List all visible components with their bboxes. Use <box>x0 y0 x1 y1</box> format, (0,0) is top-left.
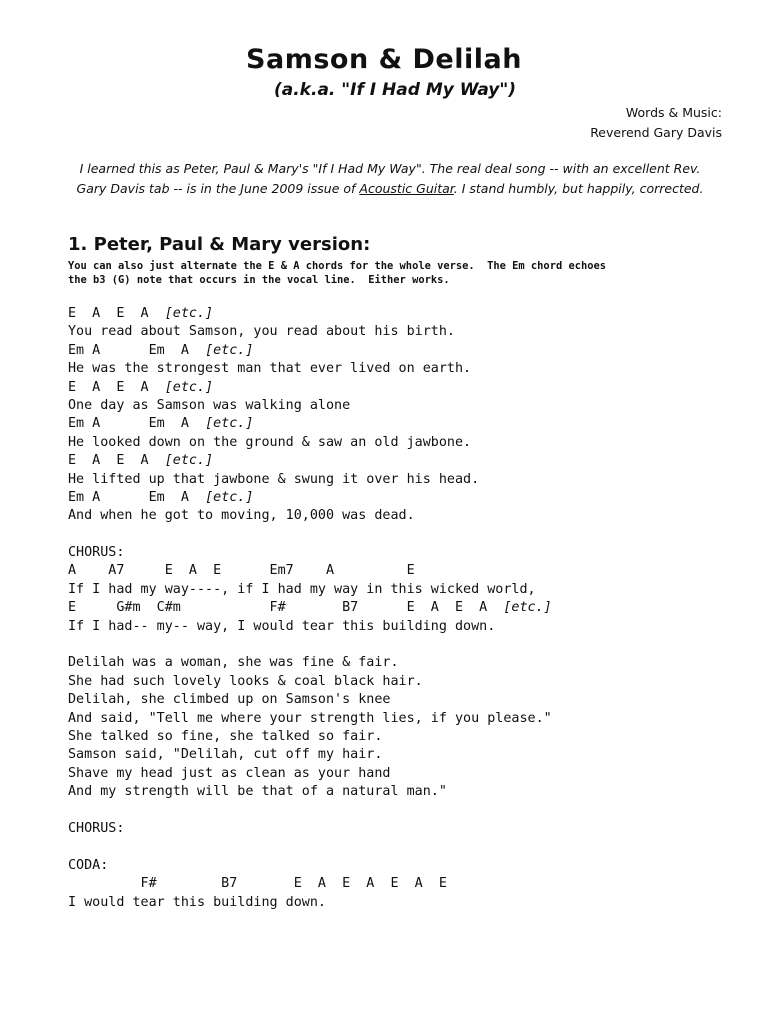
section-note-line: You can also just alternate the E & A chords for the whole verse. The Em chord echoes <box>68 260 606 272</box>
sheet-line <box>68 894 552 912</box>
credits-label: Words & Music: <box>625 105 722 120</box>
sheet-line-text: Delilah was a woman, she was fine & fair. <box>68 655 399 671</box>
intro-paragraph <box>70 159 710 198</box>
sheet-line <box>68 305 552 323</box>
sheet-line <box>68 857 552 875</box>
sheet-line <box>68 323 552 341</box>
section-note-line: the b3 (G) note that occurs in the vocal line. Either works. <box>68 274 450 286</box>
sheet-line <box>68 654 552 672</box>
intro-text-end: . I stand humbly, but happily, corrected. <box>453 180 704 196</box>
etc-marker: [etc.] <box>205 342 254 358</box>
sheet-line <box>68 673 552 691</box>
sheet-line-text: If I had-- my-- way, I would tear this building down. <box>68 618 496 634</box>
chord-lyric-sheet <box>68 305 552 912</box>
sheet-line-text: If I had my way----, if I had my way in this wicked world, <box>68 581 536 597</box>
sheet-line <box>68 471 552 489</box>
sheet-line-text: I would tear this building down. <box>68 894 326 910</box>
intro-text-start: I learned this as Peter, Paul & Mary's "If I Had My Way". The real deal song -- with an excellent Rev. Gary Davis tab -- is in the June 2009 issue of <box>76 161 701 196</box>
sheet-line-text: He looked down on the ground & saw an old jawbone. <box>68 434 472 450</box>
blank-line <box>68 802 552 820</box>
etc-marker: [etc.] <box>164 306 214 321</box>
sheet-line <box>68 544 552 562</box>
sheet-line <box>68 379 552 397</box>
sheet-line-text: And when he got to moving, 10,000 was dead. <box>68 508 415 524</box>
sheet-line-text: Delilah, she climbed up on Samson's knee <box>68 692 391 708</box>
sheet-line <box>68 875 552 893</box>
sheet-line <box>68 599 552 617</box>
sheet-line <box>68 691 552 709</box>
section-note <box>68 259 738 287</box>
sheet-line <box>68 820 552 838</box>
sheet-line-text: You read about Samson, you read about his birth. <box>68 324 455 340</box>
sheet-line <box>68 507 552 525</box>
sheet-line-text: She had such lovely looks & coal black hair. <box>68 673 423 689</box>
blank-line <box>68 526 552 544</box>
etc-marker: [etc.] <box>164 379 214 395</box>
sheet-line <box>68 360 552 378</box>
sheet-line-text: Shave my head just as clean as your hand <box>68 765 391 781</box>
sheet-line <box>68 710 552 728</box>
sheet-line <box>68 434 552 452</box>
song-subtitle: (a.k.a. "If I Had My Way") <box>273 80 516 100</box>
sheet-line <box>68 728 552 746</box>
sheet-line <box>68 452 552 470</box>
sheet-line-text: E G#m C#m F# B7 E A E A <box>68 600 504 616</box>
sheet-line-text: She talked so fine, she talked so fair. <box>68 728 383 744</box>
sheet-line <box>68 765 552 783</box>
acoustic-guitar-reference: Acoustic Guitar <box>359 180 454 196</box>
sheet-line <box>68 618 552 636</box>
sheet-line-text: E A E A <box>68 453 165 469</box>
credits <box>590 103 722 143</box>
sheet-line <box>68 746 552 764</box>
sheet-line-text: He lifted up that jawbone & swung it over his head. <box>68 471 480 487</box>
sheet-line-text: One day as Samson was walking alone <box>68 397 351 413</box>
credits-author: Reverend Gary Davis <box>590 125 722 140</box>
sheet-line-text: Em A Em A <box>68 489 206 505</box>
sheet-line <box>68 397 552 415</box>
section-heading: 1. Peter, Paul & Mary version: <box>68 234 371 255</box>
sheet-line <box>68 783 552 801</box>
etc-marker: [etc.] <box>205 489 254 505</box>
sheet-line-text: Em A Em A <box>68 342 206 358</box>
etc-marker: [etc.] <box>164 453 214 469</box>
blank-line <box>68 838 552 856</box>
sheet-line-text: Em A Em A <box>68 416 206 432</box>
sheet-line-text: CODA: <box>68 857 109 873</box>
sheet-line <box>68 562 552 580</box>
sheet-line <box>68 342 552 360</box>
song-title: Samson & Delilah <box>246 44 522 75</box>
sheet-line-text: And my strength will be that of a natural man." <box>68 784 447 800</box>
sheet-line-text: Samson said, "Delilah, cut off my hair. <box>68 747 383 763</box>
sheet-line <box>68 489 552 507</box>
sheet-line-text: E A E A <box>68 379 165 395</box>
etc-marker: [etc.] <box>205 416 254 432</box>
sheet-line-text: And said, "Tell me where your strength lies, if you please." <box>68 710 552 726</box>
sheet-line <box>68 415 552 433</box>
sheet-line-text: A A7 E A E Em7 A E <box>68 563 415 579</box>
blank-line <box>68 636 552 654</box>
sheet-line-text: E A E A <box>68 306 165 321</box>
sheet-line-text: CHORUS: <box>68 820 125 836</box>
sheet-line <box>68 581 552 599</box>
etc-marker: [etc.] <box>503 600 552 616</box>
sheet-line-text: He was the strongest man that ever lived on earth. <box>68 361 472 377</box>
sheet-line-text: CHORUS: <box>68 545 125 561</box>
sheet-line-text: F# B7 E A E A E A E <box>68 876 447 892</box>
